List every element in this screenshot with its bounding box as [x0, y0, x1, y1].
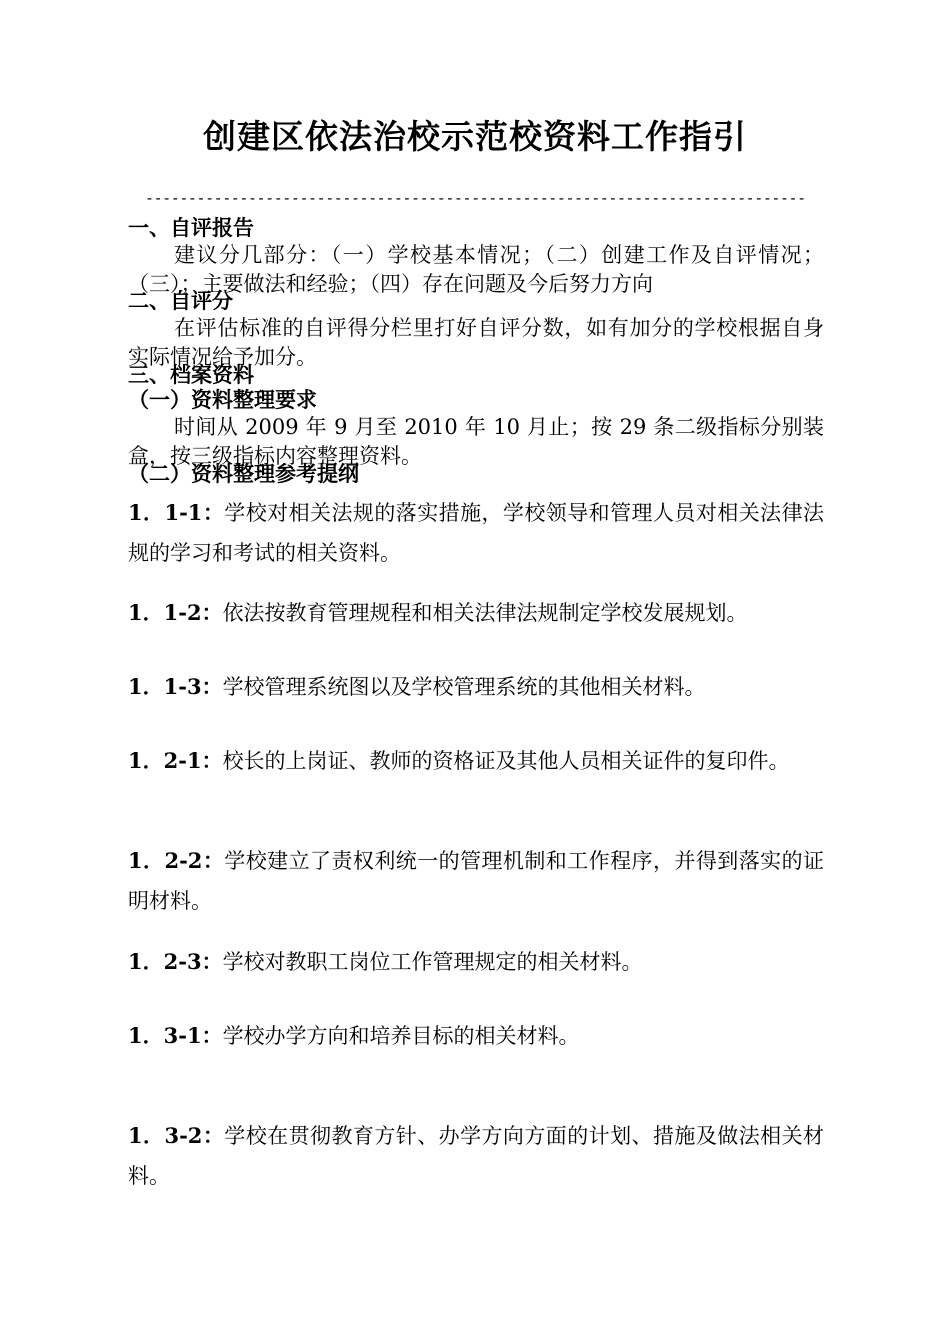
- item-text: 依法按教育管理规程和相关法律法规制定学校发展规划。: [222, 601, 748, 625]
- outline-item: [128, 593, 824, 633]
- item-text: 学校建立了责权利统一的管理机制和工作程序，并得到落实的证明材料。: [128, 849, 824, 913]
- subsection-outline: [128, 462, 824, 487]
- section-archive: [128, 363, 824, 388]
- section-body: 在评估标准的自评得分栏里打好自评分数，如有加分的学校根据自身实际情况给予加分。: [128, 316, 824, 369]
- item-text: 学校在贯彻教育方针、办学方向方面的计划、措施及做法相关材料。: [128, 1124, 824, 1188]
- section-self-report: [128, 216, 824, 299]
- item-code: 1．1-2：: [128, 600, 223, 625]
- separator-line: -----------------------------------------------------------------------------: [145, 189, 806, 207]
- outline-item: [128, 667, 824, 707]
- outline-item: [128, 493, 824, 573]
- item-text: 学校对教职工岗位工作管理规定的相关材料。: [222, 950, 643, 974]
- item-code: 1．1-3：: [128, 674, 223, 699]
- item-code: 1．3-2：: [128, 1123, 225, 1148]
- item-code: 1．1-1：: [128, 500, 225, 525]
- outline-item: [128, 1016, 824, 1056]
- item-code: 1．2-3：: [128, 949, 223, 974]
- item-code: 1．3-1：: [128, 1023, 223, 1048]
- document-title: 创建区依法治校示范校资料工作指引: [203, 117, 747, 156]
- subsection-heading: （一）资料整理要求: [128, 388, 317, 412]
- subsection-heading: （二）资料整理参考提纲: [128, 462, 359, 486]
- section-self-score: [128, 289, 824, 372]
- section-heading: 二、自评分: [128, 289, 233, 313]
- item-text: 学校管理系统图以及学校管理系统的其他相关材料。: [222, 675, 706, 699]
- outline-item: [128, 1116, 824, 1196]
- subsection-requirements: [128, 388, 824, 471]
- outline-item: [128, 942, 824, 982]
- item-text: 学校办学方向和培养目标的相关材料。: [222, 1024, 580, 1048]
- item-text: 学校对相关法规的落实措施，学校领导和管理人员对相关法律法规的学习和考试的相关资料。: [128, 501, 824, 565]
- section-body: 建议分几部分：（一）学校基本情况；（二）创建工作及自评情况；（三）；主要做法和经验；（四）存在问题及今后努力方向: [128, 243, 824, 296]
- section-heading: 一、自评报告: [128, 216, 254, 240]
- item-code: 1．2-1：: [128, 748, 223, 773]
- subsection-body: 时间从 2009 年 9 月至 2010 年 10 月止；按 29 条二级指标分别装盒，按三级指标内容整理资料。: [128, 415, 824, 468]
- outline-item: [128, 841, 824, 921]
- item-text: 校长的上岗证、教师的资格证及其他人员相关证件的复印件。: [222, 749, 790, 773]
- outline-item: [128, 741, 824, 781]
- item-code: 1．2-2：: [128, 848, 225, 873]
- section-heading: 三、档案资料: [128, 363, 254, 387]
